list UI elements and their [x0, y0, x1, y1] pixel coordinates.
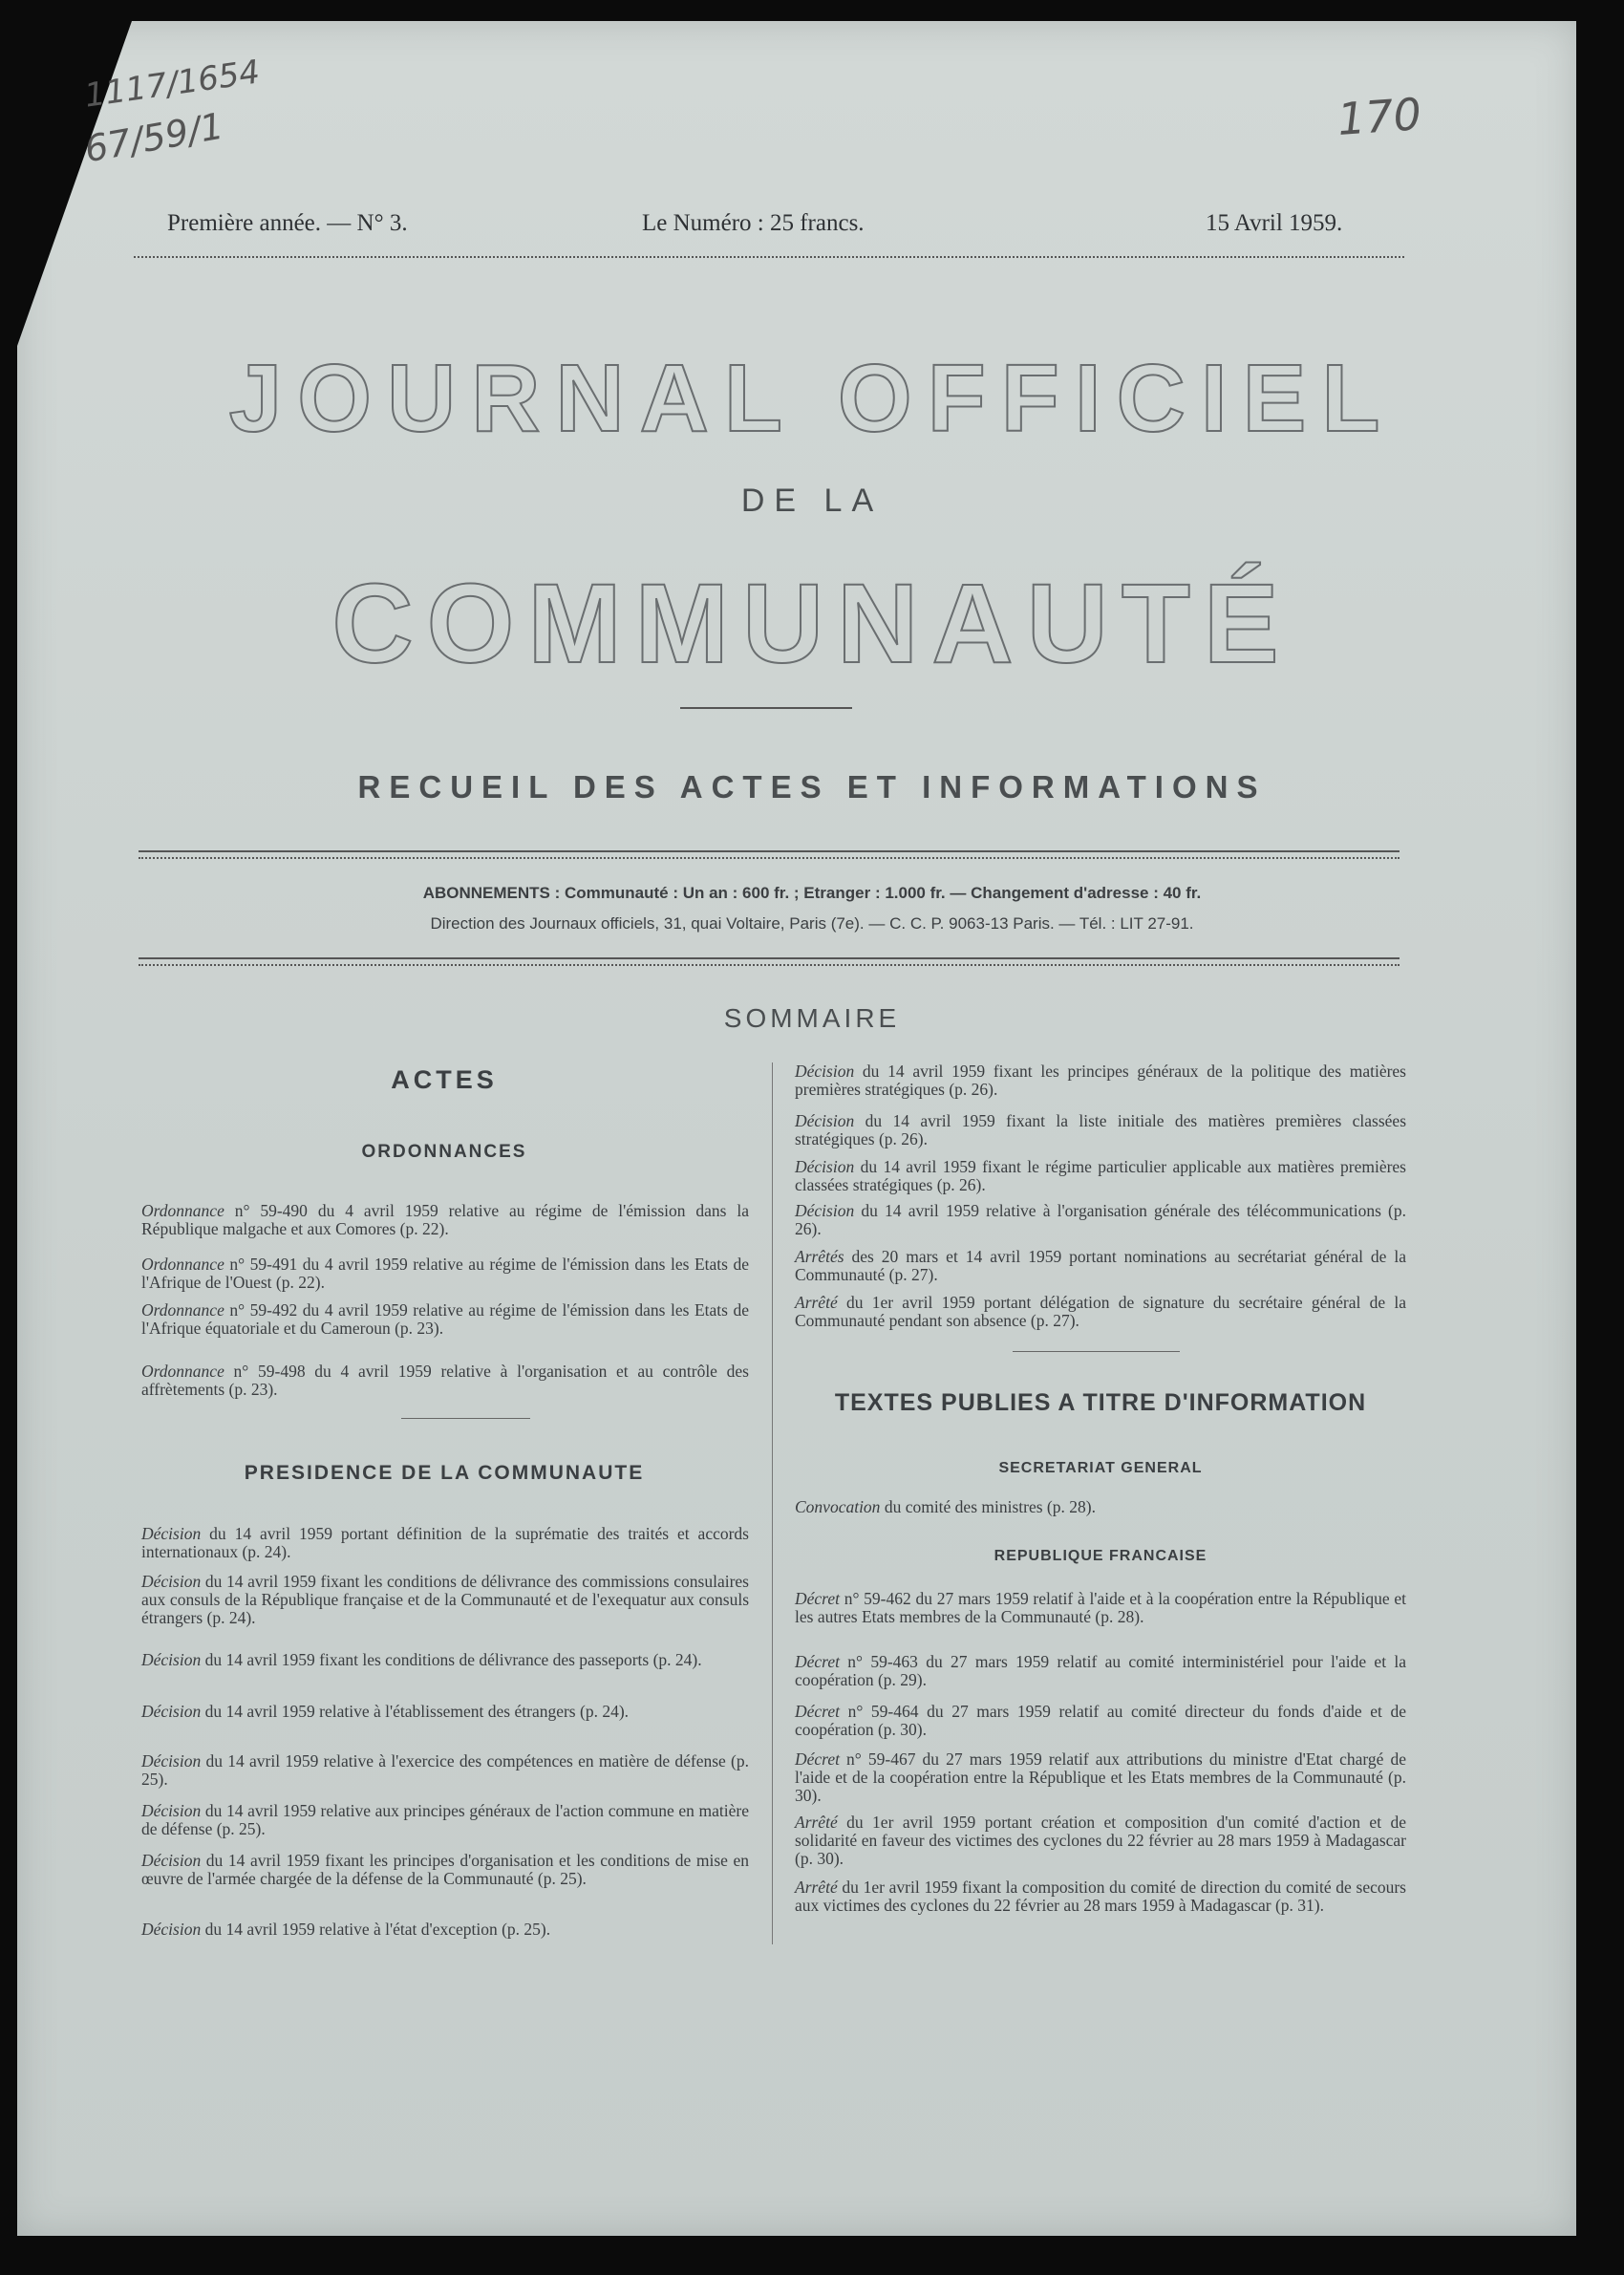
- entry-right-arrete-2: Arrêté du 1er avril 1959 portant délégation de signature du secrétaire général de la Communauté pendant son absence (p. 27).: [795, 1293, 1406, 1330]
- column-divider: [772, 1062, 773, 1944]
- masthead-communaute: COMMUNAUTÉ: [331, 561, 1293, 687]
- rule-right-1: [1013, 1351, 1180, 1352]
- handwritten-page-number: 170: [1336, 88, 1423, 145]
- masthead-de-la: DE LA: [740, 483, 884, 519]
- issue-date: 15 Avril 1959.: [1206, 210, 1343, 236]
- entry-right-decision-3: Décision du 14 avril 1959 fixant le régime particulier applicable aux matières premières classées stratégiques (p. 26).: [795, 1157, 1406, 1194]
- masthead-subtitle: RECUEIL DES ACTES ET INFORMATIONS: [357, 769, 1267, 805]
- page-fold-corner: [17, 21, 132, 346]
- section-republique: REPUBLIQUE FRANCAISE: [994, 1548, 1207, 1564]
- entry-right-decision-4: Décision du 14 avril 1959 relative à l'organisation générale des télécommunications (p. 26).: [795, 1201, 1406, 1238]
- subscription-address: Direction des Journaux officiels, 31, quai Voltaire, Paris (7e). — C. C. P. 9063-13 Paris. — Tél. : LIT 27-91.: [430, 914, 1194, 933]
- handwritten-note-top-left-1: 1117/1654: [82, 53, 263, 116]
- section-secretariat: SECRETARIAT GENERAL: [998, 1460, 1203, 1476]
- section-actes: ACTES: [391, 1065, 498, 1094]
- entry-decision-2: Décision du 14 avril 1959 fixant les conditions de délivrance des commissions consulaires aux consuls de la République française et de la Communauté et de l'exequatur aux consuls étrangers (p. 24).: [141, 1572, 749, 1627]
- entry-arrete-direction: Arrêté du 1er avril 1959 fixant la composition du comité de direction du comité de secours aux victimes des cyclones du 22 février au 28 mars 1959 à Madagascar (p. 31).: [795, 1878, 1406, 1915]
- entry-decret-1: Décret n° 59-462 du 27 mars 1959 relatif à l'aide et à la coopération entre la République et les autres Etats membres de la Communauté (p. 28).: [795, 1589, 1406, 1626]
- entry-right-decision-1: Décision du 14 avril 1959 fixant les principes généraux de la politique des matières premières stratégiques (p. 26).: [795, 1062, 1406, 1099]
- section-textes-information: TEXTES PUBLIES A TITRE D'INFORMATION: [834, 1389, 1367, 1416]
- entry-decision-5: Décision du 14 avril 1959 relative à l'exercice des compétences en matière de défense (p. 25).: [141, 1751, 749, 1789]
- entry-decision-4: Décision du 14 avril 1959 relative à l'établissement des étrangers (p. 24).: [141, 1702, 630, 1721]
- issue-number: Première année. — N° 3.: [167, 210, 408, 236]
- entry-right-decision-2: Décision du 14 avril 1959 fixant la liste initiale des matières premières classées stratégiques (p. 26).: [795, 1111, 1406, 1148]
- entry-ordonnance-4: Ordonnance n° 59-498 du 4 avril 1959 relative à l'organisation et au contrôle des affrètements (p. 23).: [141, 1362, 749, 1399]
- entry-decret-3: Décret n° 59-464 du 27 mars 1959 relatif au comité directeur du fonds d'aide et de coopération (p. 30).: [795, 1702, 1406, 1739]
- entry-decret-4: Décret n° 59-467 du 27 mars 1959 relatif aux attributions du ministre d'Etat chargé de l'aide et de la coopération entre la République et les Etats membres de la Communauté (p. 30).: [795, 1749, 1406, 1805]
- section-ordonnances: ORDONNANCES: [361, 1142, 527, 1162]
- entry-arrete-comite: Arrêté du 1er avril 1959 portant création et composition d'un comité d'action et de solidarité en faveur des victimes des cyclones du 22 février au 28 mars 1959 à Madagascar (p. 30).: [795, 1813, 1406, 1868]
- header-rule: [134, 256, 1404, 258]
- rule-left-1: [401, 1418, 530, 1419]
- subscription-prices: ABONNEMENTS : Communauté : Un an : 600 fr. ; Etranger : 1.000 fr. — Changement d'adresse : 40 fr.: [422, 884, 1202, 902]
- entry-convocation: Convocation du comité des ministres (p. 28).: [795, 1497, 1096, 1516]
- entry-right-arretes-1: Arrêtés des 20 mars et 14 avril 1959 portant nominations au secrétariat général de la Communauté (p. 27).: [795, 1247, 1406, 1284]
- masthead-divider: [680, 707, 852, 709]
- entry-decret-2: Décret n° 59-463 du 27 mars 1959 relatif au comité interministériel pour l'aide et la coopération (p. 29).: [795, 1652, 1406, 1689]
- subscription-rule-top: [139, 850, 1400, 859]
- entry-decision-3: Décision du 14 avril 1959 fixant les conditions de délivrance des passeports (p. 24).: [141, 1650, 702, 1669]
- entry-decision-6: Décision du 14 avril 1959 relative aux principes généraux de l'action commune en matière de défense (p. 25).: [141, 1801, 749, 1838]
- entry-ordonnance-3: Ordonnance n° 59-492 du 4 avril 1959 relative au régime de l'émission dans les Etats de l'Afrique équatoriale et du Cameroun (p. 23).: [141, 1300, 749, 1338]
- section-presidence: PRESIDENCE DE LA COMMUNAUTE: [244, 1462, 645, 1484]
- entry-ordonnance-2: Ordonnance n° 59-491 du 4 avril 1959 relative au régime de l'émission dans les Etats de l'Afrique de l'Ouest (p. 22).: [141, 1255, 749, 1292]
- entry-decision-7: Décision du 14 avril 1959 fixant les principes d'organisation et les conditions de mise en œuvre de l'armée chargée de la défense de la Communauté (p. 25).: [141, 1851, 749, 1888]
- entry-ordonnance-1: Ordonnance n° 59-490 du 4 avril 1959 relative au régime de l'émission dans la République malgache et aux Comores (p. 22).: [141, 1201, 749, 1238]
- summary-title: SOMMAIRE: [723, 1003, 901, 1033]
- issue-price: Le Numéro : 25 francs.: [642, 210, 865, 236]
- subscription-rule-bottom: [139, 957, 1400, 966]
- masthead-title: JOURNAL OFFICIEL: [228, 345, 1396, 452]
- handwritten-note-top-left-2: 67/59/1: [81, 104, 227, 171]
- entry-decision-1: Décision du 14 avril 1959 portant définition de la suprématie des traités et accords internationaux (p. 24).: [141, 1524, 749, 1561]
- entry-decision-8: Décision du 14 avril 1959 relative à l'état d'exception (p. 25).: [141, 1920, 551, 1939]
